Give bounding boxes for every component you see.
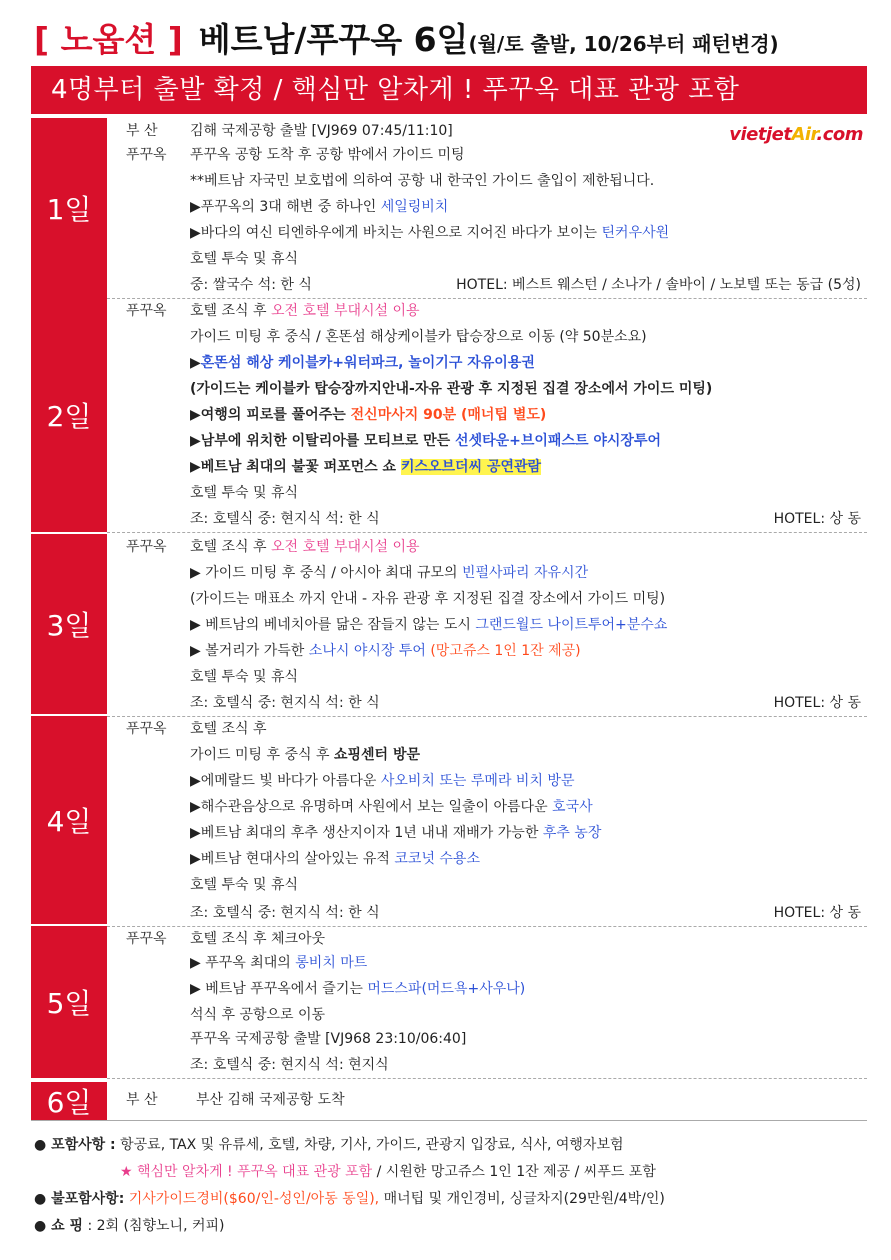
day-6-label: 6일: [31, 1082, 107, 1120]
day-5-label: 5일: [31, 926, 107, 1078]
place-label: 푸꾸옥: [126, 931, 167, 947]
day-5-section: [31, 926, 867, 1078]
day-6-section: [31, 1082, 867, 1120]
excluded-text: 매너팁 및 개인경비, 싱글차지(29만원/4박/인): [379, 1191, 665, 1207]
itinerary-line: 호텔 조식 후 오전 호텔 부대시설 이용: [190, 539, 420, 555]
included-extras: / 시원한 망고쥬스 1인 1잔 제공 / 씨푸드 포함: [372, 1164, 656, 1180]
itinerary-line: ▶ 푸꾸옥 최대의 롱비치 마트: [190, 955, 368, 971]
excluded-line: [34, 1186, 864, 1213]
itinerary-line: ▶바다의 여신 티엔하우에게 바치는 사원으로 지어진 바다가 보이는 틴커우사원: [190, 225, 670, 241]
divider: [31, 1120, 867, 1121]
itinerary-line: ▶베트남 최대의 불꽃 퍼포먼스 쇼 키스오브더씨 공연관람: [190, 459, 542, 475]
meals-line: 중: 쌀국수 석: 한 식: [190, 277, 312, 293]
tour-subtitle: (월/토 출발, 10/26부터 패턴변경): [468, 32, 779, 56]
meals-line: 조: 호텔식 중: 현지식 석: 한 식: [190, 905, 380, 921]
itinerary-line: ▶푸꾸옥의 3대 해변 중 하나인 세일링비치: [190, 199, 449, 215]
hotel-line: HOTEL: 상 동: [773, 695, 861, 711]
itinerary-line: 호텔 조식 후 오전 호텔 부대시설 이용: [190, 303, 420, 319]
tour-title: 베트남/푸꾸옥 6일: [198, 20, 469, 59]
day-1-section: [31, 118, 867, 298]
highlight-banner: 4명부터 출발 확정 / 핵심만 알차게 ! 푸꾸옥 대표 관광 포함: [31, 66, 867, 114]
itinerary-line: ▶ 베트남 푸꾸옥에서 즐기는 머드스파(머드욕+사우나): [190, 981, 526, 997]
no-option-tag: [ 노옵션 ]: [34, 20, 183, 59]
meals-line: 조: 호텔식 중: 현지식 석: 현지식: [190, 1057, 389, 1073]
hotel-line: HOTEL: 상 동: [773, 511, 861, 527]
itinerary-line: 호텔 투숙 및 휴식: [190, 251, 299, 267]
place-label: 부 산: [126, 123, 158, 139]
itinerary-line: ▶베트남 현대사의 살아있는 유적 코코넛 수용소: [190, 851, 480, 867]
shopping-text: : 2회 (침향노니, 커피): [83, 1218, 225, 1234]
itinerary-line: 푸꾸옥 국제공항 출발 [VJ968 23:10/06:40]: [190, 1031, 467, 1047]
vietjet-logo: vietjetAir.com: [729, 124, 863, 145]
place-label: 부 산: [126, 1092, 158, 1108]
shopping-label: ● 쇼 핑: [34, 1218, 84, 1234]
itinerary-line: ▶ 볼거리가 가득한 소나시 야시장 투어 (망고쥬스 1인 1잔 제공): [190, 643, 581, 659]
excluded-label: ● 불포함사항:: [34, 1191, 125, 1207]
shopping-line: [34, 1213, 864, 1240]
itinerary-line: ▶ 베트남의 베네치아를 닮은 잠들지 않는 도시 그랜드월드 나이트투어+분수쇼: [190, 617, 668, 633]
itinerary-line: **베트남 자국민 보호법에 의하여 공항 내 한국인 가이드 출입이 제한됩니다.: [190, 173, 655, 189]
day-3-label: 3일: [31, 534, 107, 714]
day-4-label: 4일: [31, 716, 107, 924]
place-label: 푸꾸옥: [126, 147, 167, 163]
day-4-section: [31, 716, 867, 924]
terms-section: [34, 1132, 864, 1240]
itinerary-line: ▶여행의 피로를 풀어주는 전신마사지 90분 (매너팁 별도): [190, 407, 547, 423]
meals-line: 조: 호텔식 중: 현지식 석: 한 식: [190, 511, 380, 527]
itinerary-line: 호텔 투숙 및 휴식: [190, 877, 299, 893]
day-3-section: [31, 534, 867, 714]
itinerary-line: ▶ 가이드 미팅 후 중식 / 아시아 최대 규모의 빈펄사파리 자유시간: [190, 565, 589, 581]
itinerary-line: 석식 후 공항으로 이동: [190, 1007, 326, 1023]
divider: [107, 1078, 867, 1079]
itinerary-line: 김해 국제공항 출발 [VJ969 07:45/11:10]: [190, 123, 453, 139]
place-label: 푸꾸옥: [126, 539, 167, 555]
included-label: ● 포함사항 :: [34, 1137, 116, 1153]
hotel-line: HOTEL: 베스트 웨스턴 / 소나가 / 솔바이 / 노보텔 또는 동급 (5성): [456, 277, 861, 293]
itinerary-line: 가이드 미팅 후 중식 후 쇼핑센터 방문: [190, 747, 420, 763]
itinerary-line: 호텔 투숙 및 휴식: [190, 669, 299, 685]
page-title: [34, 14, 779, 62]
itinerary-line: 푸꾸옥 공항 도착 후 공항 밖에서 가이드 미팅: [190, 147, 465, 163]
guide-fee: 기사가이드경비($60/인-성인/아동 동일),: [124, 1191, 380, 1207]
itinerary-line: ▶해수관음상으로 유명하며 사원에서 보는 일출이 아름다운 호국사: [190, 799, 593, 815]
core-tour-note: ★ 핵심만 알차게 ! 푸꾸옥 대표 관광 포함: [120, 1164, 373, 1180]
divider: [107, 532, 867, 533]
itinerary-line: ▶에메랄드 빛 바다가 아름다운 사오비치 또는 루메라 비치 방문: [190, 773, 575, 789]
itinerary-line: 호텔 조식 후 체크아웃: [190, 931, 326, 947]
place-label: 푸꾸옥: [126, 303, 167, 319]
itinerary-line: 호텔 조식 후: [190, 721, 267, 737]
itinerary-line: ▶베트남 최대의 후추 생산지이자 1년 내내 재배가 가능한 후추 농장: [190, 825, 602, 841]
meals-line: 조: 호텔식 중: 현지식 석: 한 식: [190, 695, 380, 711]
itinerary-line: (가이드는 매표소 까지 안내 - 자유 관광 후 지정된 집결 장소에서 가이드 미팅): [190, 591, 666, 607]
hotel-line: HOTEL: 상 동: [773, 905, 861, 921]
itinerary-line: (가이드는 케이블카 탑승장까지안내-자유 관광 후 지정된 집결 장소에서 가이드 미팅): [190, 381, 713, 397]
day-2-section: [31, 298, 867, 532]
included-text: 항공료, TAX 및 유류세, 호텔, 차량, 기사, 가이드, 관광지 입장료, 식사, 여행자보험: [115, 1137, 624, 1153]
itinerary-line: 호텔 투숙 및 휴식: [190, 485, 299, 501]
itinerary-line: 부산 김해 국제공항 도착: [196, 1092, 345, 1108]
included-line: [34, 1132, 864, 1159]
day-2-label: 2일: [31, 298, 107, 532]
included-line-2: [34, 1159, 864, 1186]
itinerary-line: ▶남부에 위치한 이탈리아를 모티브로 만든 선셋타운+브이패스트 야시장투어: [190, 433, 661, 449]
place-label: 푸꾸옥: [126, 721, 167, 737]
day-1-label: 1일: [31, 118, 107, 298]
itinerary-line: ▶혼똔섬 해상 케이블카+워터파크, 놀이기구 자유이용권: [190, 355, 535, 371]
itinerary-line: 가이드 미팅 후 중식 / 혼똔섬 해상케이블카 탑승장으로 이동 (약 50분소요): [190, 329, 647, 345]
